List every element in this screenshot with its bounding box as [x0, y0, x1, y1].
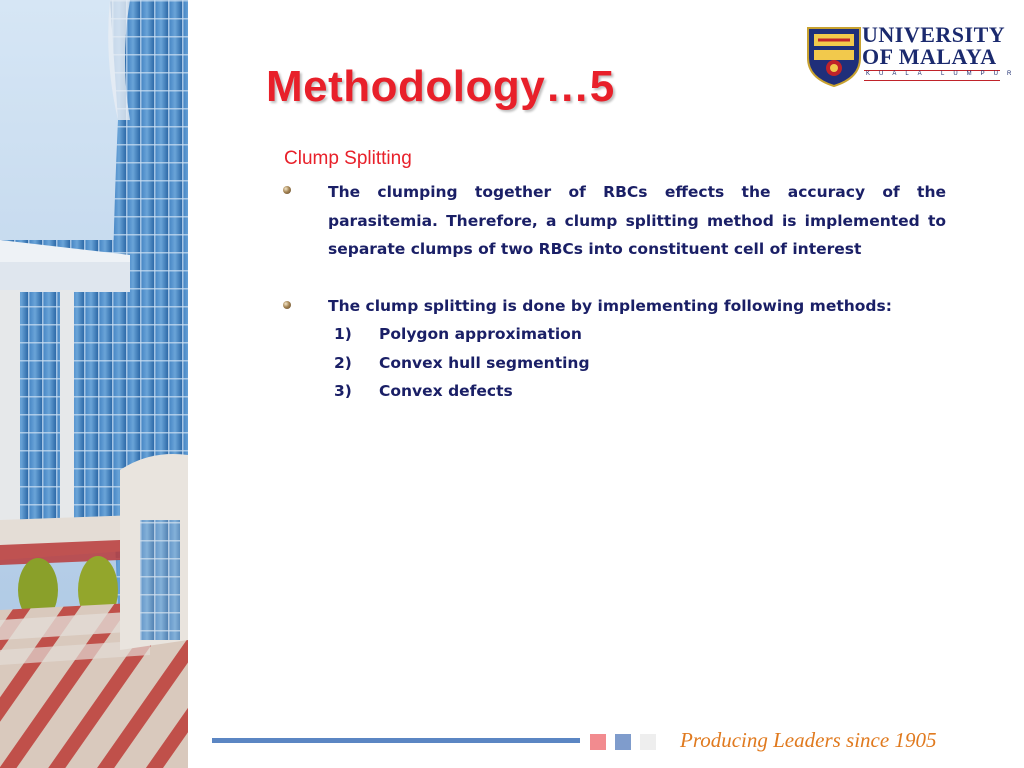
footer-tagline: Producing Leaders since 1905	[680, 728, 937, 752]
list-text: Polygon approximation	[379, 325, 582, 343]
building-illustration	[0, 0, 188, 768]
footer-square	[615, 734, 631, 750]
bullet-text: The clumping together of RBCs effects the accuracy of the parasitemia. Therefore, a clump splitting method is implemented to separate clumps of two RBCs into constituent cell of interest	[328, 183, 946, 258]
university-name-line1: UNIVERSITY	[862, 22, 1006, 47]
slide-title: Methodology…5	[266, 62, 615, 111]
university-location: KUALA LUMPUR	[866, 71, 1021, 77]
footer-rule	[212, 738, 580, 743]
footer-square	[590, 734, 606, 750]
divider	[864, 80, 1000, 81]
bullet-icon	[283, 186, 291, 194]
list-number: 1)	[334, 325, 352, 343]
building-photo	[0, 0, 188, 768]
list-number: 2)	[334, 353, 352, 372]
list-text: Convex hull segmenting	[379, 353, 590, 372]
bullet-text: The clump splitting is done by implementing following methods:	[328, 297, 892, 315]
footer-square	[640, 734, 656, 750]
list-number: 3)	[334, 382, 352, 400]
university-wordmark	[862, 24, 1005, 68]
bullet-icon	[283, 301, 291, 309]
section-heading: Clump Splitting	[284, 148, 412, 169]
university-name-line2: OF MALAYA	[862, 44, 997, 69]
list-text: Convex defects	[379, 382, 513, 400]
